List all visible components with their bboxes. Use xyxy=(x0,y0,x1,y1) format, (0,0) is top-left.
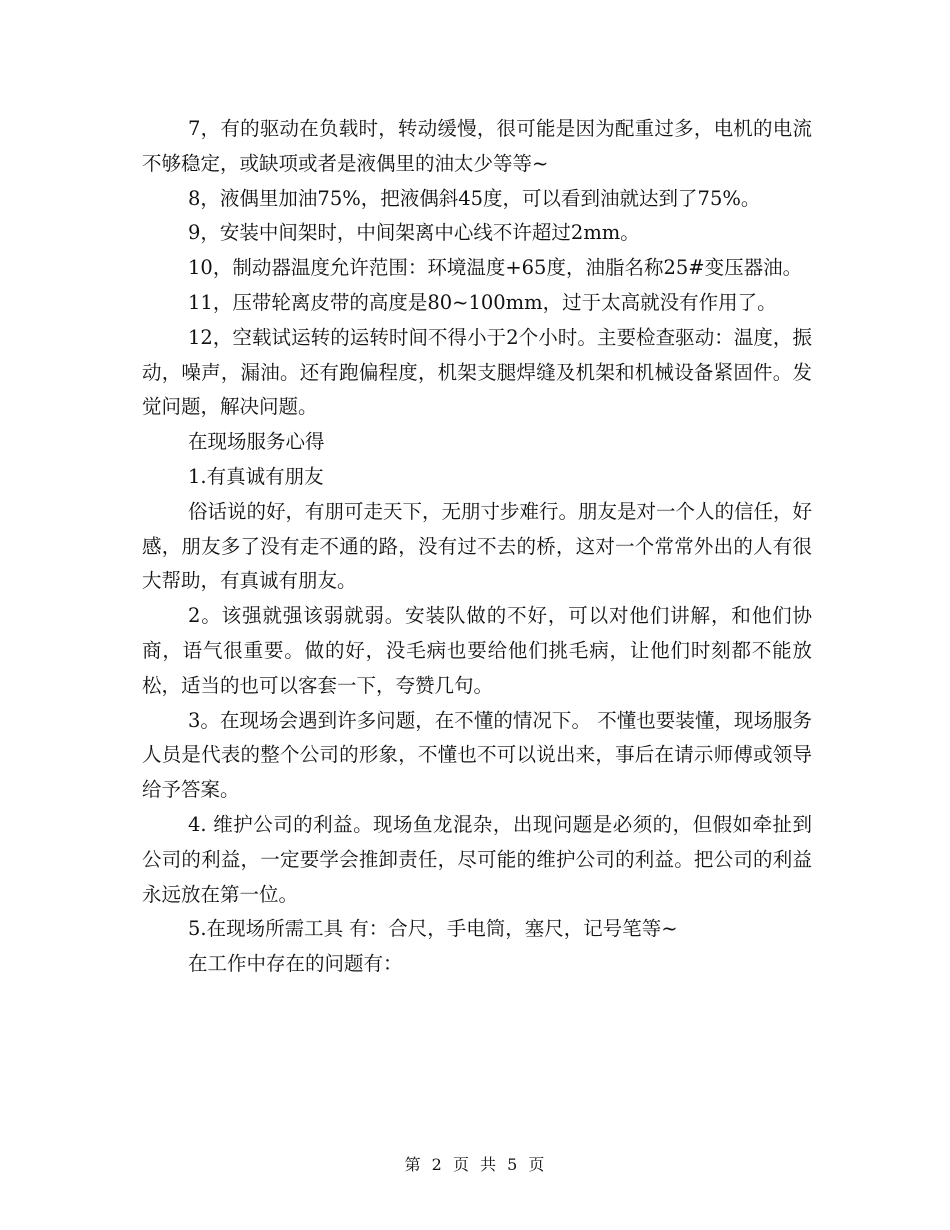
paragraph-point-3: 3。在现场会遇到许多问题，在不懂的情况下。 不懂也要装懂，现场服务人员是代表的整个公司的形象，不懂也不可以说出来，事后在请示师傅或领导给予答案。 xyxy=(142,708,812,802)
paragraph-point-2: 2。该强就强该弱就弱。安装队做的不好，可以对他们讲解，和他们协商，语气很重要。做的好，没毛病也要给他们挑毛病，让他们时刻都不能放松，适当的也可以客套一下，夸赞几句。 xyxy=(142,604,812,697)
paragraph-point-5: 5.在现场所需工具 有：合尺，手电筒，塞尺，记号笔等~ xyxy=(188,917,678,941)
paragraph-item-10: 10，制动器温度允许范围：环境温度+65度，油脂名称25#变压器油。 xyxy=(188,256,803,280)
paragraph-point-4: 4. 维护公司的利益。现场鱼龙混杂，出现问题是必须的，但假如牵扯到公司的利益，一定要学会推卸责任，尽可能的维护公司的利益。把公司的利益永远放在第一位。 xyxy=(142,812,812,906)
paragraph-item-9: 9，安装中间架时，中间架离中心线不许超过2mm。 xyxy=(188,221,640,245)
paragraph-problems-intro: 在工作中存在的问题有： xyxy=(188,952,403,976)
page-number-footer: 第 2 页 共 5 页 xyxy=(404,1155,546,1174)
paragraph-item-8: 8，液偶里加油75%，把液偶斜45度，可以看到油就达到了75%。 xyxy=(188,186,761,210)
paragraph-item-12: 12，空载试运转的运转时间不得小于2个小时。主要检查驱动：温度，振动，噪声，漏油。还有跑偏程度，机架支腿焊缝及机架和机械设备紧固件。发觉问题，解决问题。 xyxy=(142,325,812,419)
subheading-sincerity: 1.有真诚有朋友 xyxy=(188,464,324,488)
paragraph-item-7: 7，有的驱动在负载时，转动缓慢，很可能是因为配重过多，电机的电流不够稳定，或缺项或者是液偶里的油太少等等~ xyxy=(142,117,812,175)
paragraph-item-11: 11，压带轮离皮带的高度是80~100mm，过于太高就没有作用了。 xyxy=(188,290,777,314)
paragraph-friends: 俗话说的好，有朋可走天下，无朋寸步难行。朋友是对一个人的信任，好感，朋友多了没有走不通的路，没有过不去的桥，这对一个常常外出的人有很大帮助，有真诚有朋友。 xyxy=(142,499,813,593)
document-body xyxy=(142,112,812,982)
section-heading: 在现场服务心得 xyxy=(188,430,325,454)
